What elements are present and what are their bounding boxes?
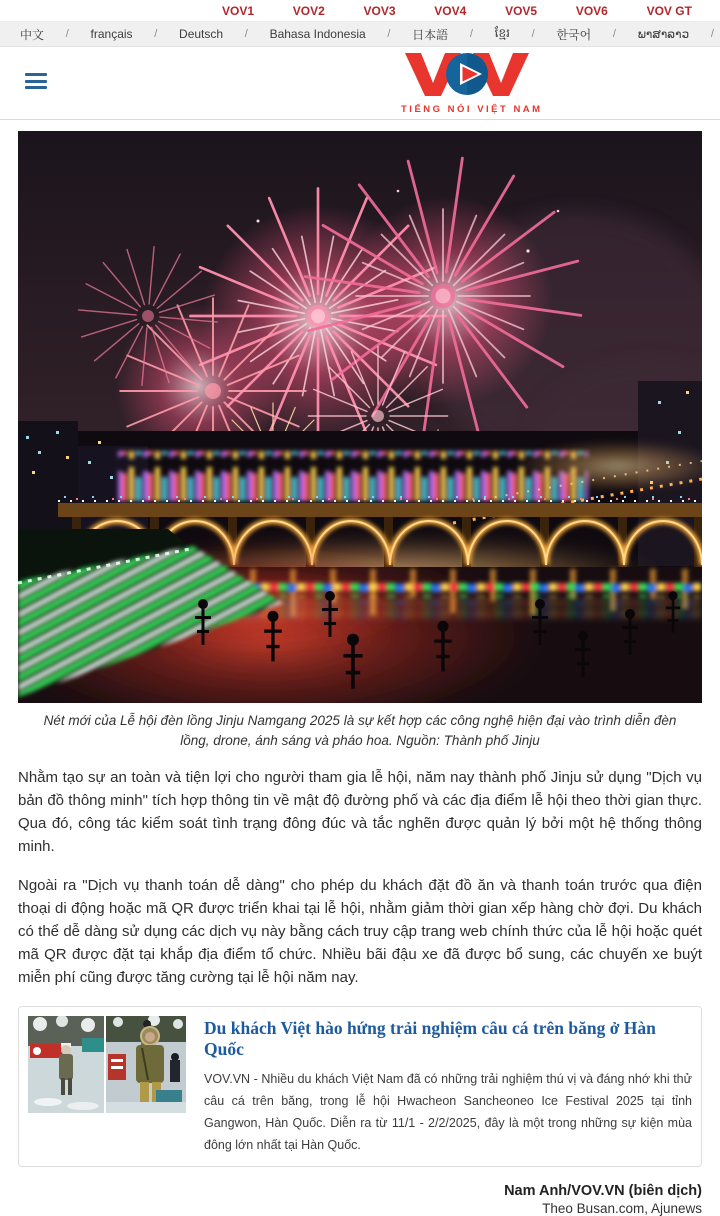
related-article-text (204, 1016, 692, 1157)
source-attribution: Theo Busan.com, Ajunews (542, 1200, 702, 1216)
separator: / (65, 28, 69, 40)
channel-link-vov1[interactable]: VOV1 (222, 3, 255, 18)
lang-link-korean[interactable]: 한국어 (556, 27, 592, 42)
lang-link-german[interactable]: Deutsch (179, 27, 224, 41)
lang-link-french[interactable]: français (90, 27, 133, 41)
article-paragraph-1: Nhằm tạo sự an toàn và tiện lợi cho người tham gia lễ hội, năm nay thành phố Jinju sử dụng "Dịch vụ bản đồ thông minh" tích hợp thông tin về mật độ đường phố và các địa điểm lễ hội theo thời gian thực. Qua đó, công tác kiểm soát tình trạng đông đúc và tắc nghẽn được quản lý bởi một hệ thống thông minh. (18, 769, 702, 856)
separator: / (469, 28, 473, 40)
related-article-summary: VOV.VN - Nhiều du khách Việt Nam đã có những trải nghiệm thú vị và đáng nhớ khi thử câu cá trên băng, trong lễ hội Hwacheon Sancheoneo Ice Festival 2025 tại tỉnh Gangwon, Hàn Quốc. Diễn ra từ 11/1 - 2/2/2025, đây là một trong những sự kiện mùa đông lớn nhất tại Hàn Quốc. (204, 1072, 692, 1152)
separator: / (531, 28, 535, 40)
channel-link-vov5[interactable]: VOV5 (505, 3, 538, 18)
hero-image-fireworks-jinju (18, 131, 702, 703)
site-header (0, 47, 720, 120)
lang-link-japanese[interactable]: 日本語 (412, 27, 449, 42)
vov-logo[interactable] (401, 51, 543, 115)
separator: / (710, 28, 714, 40)
article-credits (18, 1183, 702, 1216)
hamburger-menu-icon[interactable] (25, 73, 47, 89)
related-article-title[interactable]: Du khách Việt hào hứng trải nghiệm câu cá trên băng ở Hàn Quốc (204, 1018, 656, 1060)
channel-bar (0, 0, 720, 22)
language-bar (0, 22, 720, 47)
vov-logo-mark (403, 51, 531, 98)
channel-link-vov3[interactable]: VOV3 (363, 3, 396, 18)
lang-link-indonesian[interactable]: Bahasa Indonesia (269, 27, 366, 41)
related-thumbnail-ice-fishing[interactable] (28, 1016, 186, 1113)
author-byline: Nam Anh/VOV.VN (biên dịch) (504, 1182, 702, 1199)
article-body (0, 131, 720, 1216)
channel-link-vovgt[interactable]: VOV GT (646, 3, 692, 18)
article-paragraph-2: Ngoài ra "Dịch vụ thanh toán dễ dàng" cho phép du khách đặt đồ ăn và thanh toán trước qua điện thoại di động hoặc mã QR được triển khai tại lễ hội, nhằm giảm thời gian xếp hàng chờ đợi. Du khách có thể dễ dàng sử dụng các dịch vụ này bằng cách truy cập trang web chính thức của lễ hội hoặc quét mã QR được đặt tại khắp địa điểm tổ chức. Nhiều bãi đậu xe đã được bổ sung, các chuyến xe buýt miễn phí cũng được tăng cường tại lễ hội năm nay. (18, 877, 702, 987)
image-caption: Nét mới của Lễ hội đèn lồng Jinju Namgang 2025 là sự kết hợp các công nghệ hiện đại vào trình diễn đèn lồng, drone, ánh sáng và pháo hoa. Nguồn: Thành phố Jinju (43, 713, 677, 748)
lang-link-khmer[interactable]: ខ្មែរ (494, 26, 510, 40)
lang-link-lao[interactable]: ພາສາລາວ (637, 27, 690, 41)
separator: / (154, 28, 158, 40)
channel-link-vov2[interactable]: VOV2 (292, 3, 325, 18)
related-article-card[interactable] (18, 1006, 702, 1167)
separator: / (244, 28, 248, 40)
channel-link-vov6[interactable]: VOV6 (575, 3, 608, 18)
separator: / (612, 28, 616, 40)
logo-tagline: TIẾNG NÓI VIỆT NAM (401, 104, 543, 115)
channel-link-vov4[interactable]: VOV4 (434, 3, 467, 18)
lang-link-chinese[interactable]: 中文 (20, 27, 45, 42)
separator: / (387, 28, 391, 40)
